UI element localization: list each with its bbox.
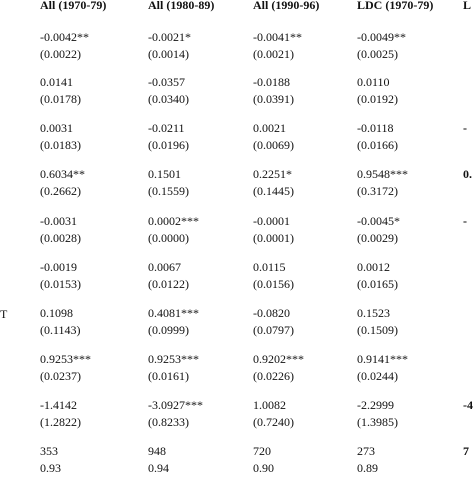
coefficient-cell: 0.1098 [40, 306, 73, 320]
coefficient-cell: 0.0115 [253, 260, 286, 274]
std-error-cell: (0.0153) [40, 277, 81, 291]
coefficient-cell: -0.0357 [148, 75, 185, 89]
coefficient-cell: -0.0021* [148, 30, 191, 44]
std-error-cell: (0.2662) [40, 184, 81, 198]
coefficient-cell: 7 [463, 444, 469, 458]
coefficient-cell: 0.9548*** [357, 167, 408, 181]
coefficient-cell: -0.0049** [357, 30, 406, 44]
coefficient-cell: 1.0082 [253, 398, 286, 412]
coefficient-cell: 0.1501 [148, 167, 181, 181]
row-label: T [0, 307, 8, 321]
std-error-cell: (0.0192) [357, 92, 398, 106]
std-error-cell: 0.93 [40, 461, 61, 475]
std-error-cell: (0.1559) [148, 184, 189, 198]
std-error-cell: (0.0391) [253, 92, 294, 106]
coefficient-cell: -0.0188 [253, 75, 290, 89]
std-error-cell: (0.8233) [148, 415, 189, 429]
std-error-cell: 0.89 [357, 461, 378, 475]
coefficient-cell: -0.0041** [253, 30, 302, 44]
std-error-cell: (0.0069) [253, 138, 294, 152]
std-error-cell: (1.3985) [357, 415, 398, 429]
coefficient-cell: -1.4142 [40, 398, 77, 412]
coefficient-cell: 0.0021 [253, 121, 286, 135]
coefficient-cell: -2.2999 [357, 398, 394, 412]
coefficient-cell: 720 [253, 444, 271, 458]
coefficient-cell: 0.0002*** [148, 214, 199, 228]
coefficient-cell: -4 [463, 398, 473, 412]
std-error-cell: (0.0001) [253, 231, 294, 245]
std-error-cell: (0.1445) [253, 184, 294, 198]
std-error-cell: (0.0022) [40, 47, 81, 61]
coefficient-cell: 0.9253*** [40, 352, 91, 366]
coefficient-cell: -0.0118 [357, 121, 394, 135]
std-error-cell: (0.0029) [357, 231, 398, 245]
coefficient-cell: 0.1523 [357, 306, 390, 320]
std-error-cell: (0.0161) [148, 369, 189, 383]
std-error-cell: (0.0196) [148, 138, 189, 152]
coefficient-cell: -0.0042** [40, 30, 89, 44]
std-error-cell: (0.0244) [357, 369, 398, 383]
coefficient-cell: 0.0012 [357, 260, 390, 274]
coefficient-cell: 0.2251* [253, 167, 292, 181]
std-error-cell: (0.0021) [253, 47, 294, 61]
std-error-cell: (0.0156) [253, 277, 294, 291]
column-header-4: LDC (1970-79) [357, 0, 434, 12]
coefficient-cell: -0.0045* [357, 214, 400, 228]
column-header-5: L [463, 0, 472, 12]
coefficient-cell: - [463, 214, 467, 228]
coefficient-cell: 273 [357, 444, 375, 458]
coefficient-cell: 0.9141*** [357, 352, 408, 366]
std-error-cell: (1.2822) [40, 415, 81, 429]
coefficient-cell: 353 [40, 444, 58, 458]
coefficient-cell: 0.4081*** [148, 306, 199, 320]
coefficient-cell: - [463, 121, 467, 135]
std-error-cell: (0.1143) [40, 323, 81, 337]
coefficient-cell: 0.9253*** [148, 352, 199, 366]
coefficient-cell: 0.6034** [40, 167, 85, 181]
std-error-cell: (0.0340) [148, 92, 189, 106]
std-error-cell: (0.0226) [253, 369, 294, 383]
std-error-cell: (0.0797) [253, 323, 294, 337]
std-error-cell: (0.0028) [40, 231, 81, 245]
std-error-cell: 0.94 [148, 461, 169, 475]
std-error-cell: (0.3172) [357, 184, 398, 198]
coefficient-cell: -0.0211 [148, 121, 185, 135]
column-header-1: All (1970-79) [40, 0, 107, 12]
std-error-cell: (0.0183) [40, 138, 81, 152]
std-error-cell: (0.0025) [357, 47, 398, 61]
coefficient-cell: -0.0019 [40, 260, 77, 274]
coefficient-cell: 0.9202*** [253, 352, 304, 366]
std-error-cell: (0.0014) [148, 47, 189, 61]
coefficient-cell: 0.0031 [40, 121, 73, 135]
column-header-3: All (1990-96) [253, 0, 320, 12]
coefficient-cell: 948 [148, 444, 166, 458]
coefficient-cell: 0. [463, 167, 472, 181]
std-error-cell: (0.0166) [357, 138, 398, 152]
coefficient-cell: 0.0067 [148, 260, 181, 274]
coefficient-cell: 0.0110 [357, 75, 390, 89]
coefficient-cell: -0.0001 [253, 214, 290, 228]
coefficient-cell: 0.0141 [40, 75, 73, 89]
std-error-cell: (0.0178) [40, 92, 81, 106]
std-error-cell: (0.0000) [148, 231, 189, 245]
std-error-cell: (0.0165) [357, 277, 398, 291]
column-header-2: All (1980-89) [148, 0, 215, 12]
std-error-cell: (0.7240) [253, 415, 294, 429]
std-error-cell: (0.0122) [148, 277, 189, 291]
coefficient-cell: -3.0927*** [148, 398, 203, 412]
coefficient-cell: -0.0031 [40, 214, 77, 228]
std-error-cell: (0.1509) [357, 323, 398, 337]
std-error-cell: (0.0237) [40, 369, 81, 383]
std-error-cell: 0.90 [253, 461, 274, 475]
coefficient-cell: -0.0820 [253, 306, 290, 320]
std-error-cell: (0.0999) [148, 323, 189, 337]
